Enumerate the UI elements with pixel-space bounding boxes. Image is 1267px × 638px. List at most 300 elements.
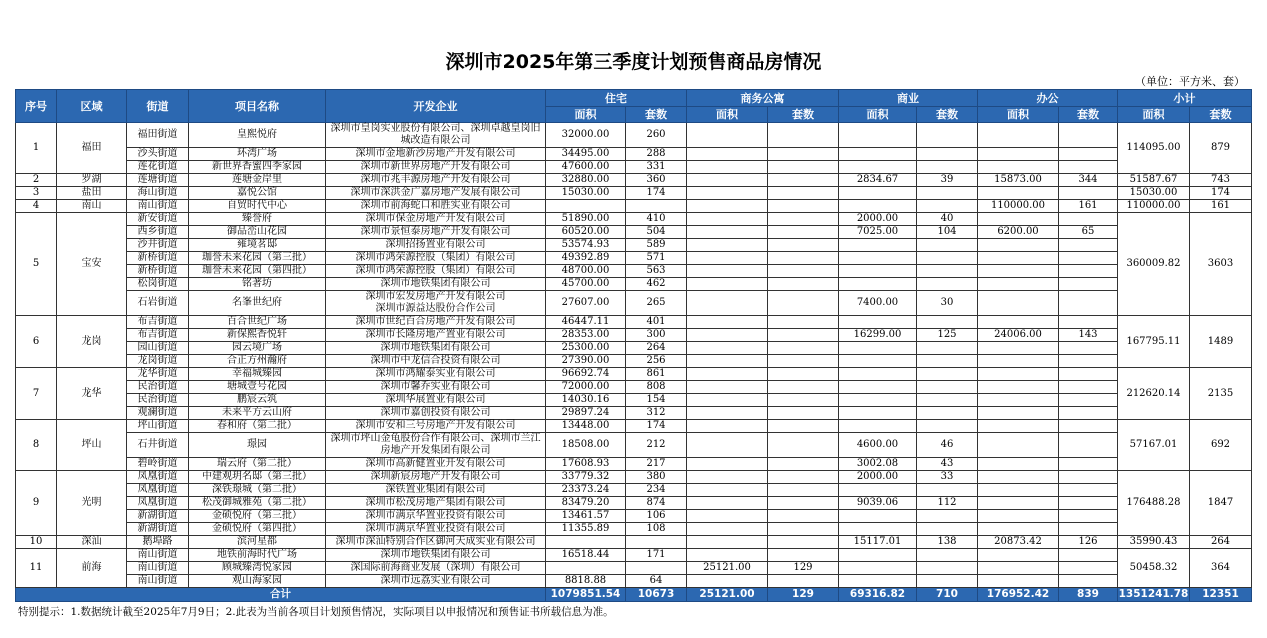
apartment-units-cell <box>768 484 839 497</box>
residential-area-cell <box>546 200 626 213</box>
street-cell: 龙岗街道 <box>127 355 189 368</box>
apartment-units-cell <box>768 161 839 174</box>
district-cell: 坪山 <box>57 420 127 471</box>
commercial-units-cell: 40 <box>917 213 978 226</box>
project-name-cell: 嘉悦公馆 <box>189 187 326 200</box>
commercial-area-cell <box>839 381 917 394</box>
project-name-cell: 幸福城臻园 <box>189 368 326 381</box>
apartment-units-cell <box>768 252 839 265</box>
apartment-units-cell <box>768 497 839 510</box>
developer-cell: 深圳市鸿荣源控股（集团）有限公司 <box>326 265 546 278</box>
table-row <box>16 226 1252 239</box>
residential-area-cell: 25300.00 <box>546 342 626 355</box>
apartment-units-cell <box>768 278 839 291</box>
table-row <box>16 187 1252 200</box>
header-group-commercial: 商业 <box>839 90 978 107</box>
developer-cell: 深圳华展置业有限公司 <box>326 394 546 407</box>
commercial-area-cell <box>839 484 917 497</box>
residential-units-cell <box>626 200 687 213</box>
residential-units-cell: 288 <box>626 148 687 161</box>
apartment-area-cell <box>687 252 768 265</box>
page-title: 深圳市2025年第三季度计划预售商品房情况 <box>445 51 822 73</box>
office-units-cell <box>1059 381 1118 394</box>
residential-units-cell: 154 <box>626 394 687 407</box>
district-cell: 盐田 <box>57 187 127 200</box>
office-units-cell <box>1059 420 1118 433</box>
residential-units-cell: 504 <box>626 226 687 239</box>
office-area-cell <box>978 510 1059 523</box>
project-name-cell: 观山海家园 <box>189 575 326 588</box>
table-row <box>16 316 1252 329</box>
table-row <box>16 420 1252 433</box>
street-cell: 观澜街道 <box>127 407 189 420</box>
commercial-area-cell <box>839 420 917 433</box>
district-cell: 南山 <box>57 200 127 213</box>
apartment-area-cell <box>687 549 768 562</box>
header-group-apartment: 商务公寓 <box>687 90 839 107</box>
commercial-area-cell: 15117.01 <box>839 536 917 549</box>
apartment-area-cell: 25121.00 <box>687 562 768 575</box>
subtotal-area-cell: 50458.32 <box>1118 549 1190 588</box>
seq-cell: 8 <box>16 420 57 471</box>
commercial-area-cell <box>839 355 917 368</box>
total-row <box>16 588 1252 602</box>
residential-units-cell: 234 <box>626 484 687 497</box>
table-row <box>16 497 1252 510</box>
header-residential-area: 面积 <box>546 107 626 123</box>
office-units-cell <box>1059 265 1118 278</box>
table-row <box>16 123 1252 148</box>
residential-units-cell <box>626 536 687 549</box>
street-cell: 碧岭街道 <box>127 458 189 471</box>
office-area-cell <box>978 265 1059 278</box>
apartment-area-cell <box>687 161 768 174</box>
project-name-cell: 新世界香蜜四季家园 <box>189 161 326 174</box>
residential-area-cell: 34495.00 <box>546 148 626 161</box>
project-name-cell: 新保熙香悦轩 <box>189 329 326 342</box>
office-units-cell <box>1059 510 1118 523</box>
table-row <box>16 458 1252 471</box>
district-cell: 龙岗 <box>57 316 127 368</box>
header-apartment-area: 面积 <box>687 107 768 123</box>
office-units-cell <box>1059 368 1118 381</box>
office-area-cell <box>978 497 1059 510</box>
commercial-units-cell <box>917 420 978 433</box>
apartment-units-cell <box>768 213 839 226</box>
header-seq: 序号 <box>16 90 57 123</box>
project-name-cell: 鹏宸云筑 <box>189 394 326 407</box>
commercial-area-cell: 2000.00 <box>839 471 917 484</box>
district-cell: 龙华 <box>57 368 127 420</box>
residential-units-cell: 264 <box>626 342 687 355</box>
subtotal-units-cell: 2135 <box>1190 368 1252 420</box>
subtotal-units-cell: 364 <box>1190 549 1252 588</box>
apartment-area-cell <box>687 536 768 549</box>
street-cell: 新安街道 <box>127 213 189 226</box>
commercial-units-cell: 33 <box>917 471 978 484</box>
commercial-area-cell <box>839 342 917 355</box>
commercial-area-cell: 3002.08 <box>839 458 917 471</box>
office-units-cell <box>1059 123 1118 148</box>
commercial-units-cell <box>917 484 978 497</box>
project-name-cell: 璟园 <box>189 433 326 458</box>
commercial-area-cell <box>839 200 917 213</box>
street-cell: 凤凰街道 <box>127 471 189 484</box>
table-header <box>16 90 1252 123</box>
street-cell: 民治街道 <box>127 381 189 394</box>
table-row <box>16 278 1252 291</box>
street-cell: 南山街道 <box>127 562 189 575</box>
residential-units-cell: 171 <box>626 549 687 562</box>
apartment-units-cell <box>768 226 839 239</box>
district-cell: 光明 <box>57 471 127 536</box>
street-cell: 鹅埠路 <box>127 536 189 549</box>
project-name-cell: 金硕悦府（第四批） <box>189 523 326 536</box>
residential-units-cell: 874 <box>626 497 687 510</box>
commercial-units-cell <box>917 252 978 265</box>
office-units-cell <box>1059 497 1118 510</box>
commercial-units-cell <box>917 148 978 161</box>
table-row <box>16 161 1252 174</box>
residential-area-cell: 11355.89 <box>546 523 626 536</box>
seq-cell: 10 <box>16 536 57 549</box>
header-project-name: 项目名称 <box>189 90 326 123</box>
office-area-cell: 15873.00 <box>978 174 1059 187</box>
street-cell: 新湖街道 <box>127 510 189 523</box>
residential-units-cell: 571 <box>626 252 687 265</box>
commercial-area-cell <box>839 407 917 420</box>
total-label: 合计 <box>16 588 546 602</box>
commercial-area-cell <box>839 510 917 523</box>
commercial-units-cell <box>917 368 978 381</box>
residential-units-cell: 360 <box>626 174 687 187</box>
residential-units-cell: 260 <box>626 123 687 148</box>
apartment-area-cell <box>687 148 768 161</box>
apartment-area-cell <box>687 471 768 484</box>
street-cell: 石岩街道 <box>127 291 189 316</box>
seq-cell: 5 <box>16 213 57 316</box>
residential-units-cell: 64 <box>626 575 687 588</box>
commercial-units-cell <box>917 407 978 420</box>
table-row <box>16 265 1252 278</box>
header-residential-units: 套数 <box>626 107 687 123</box>
apartment-area-cell <box>687 407 768 420</box>
office-area-cell <box>978 213 1059 226</box>
office-units-cell <box>1059 187 1118 200</box>
apartment-units-cell <box>768 265 839 278</box>
subtotal-area-cell: 176488.28 <box>1118 471 1190 536</box>
table-row <box>16 174 1252 187</box>
developer-cell: 深圳新宸房地产开发有限公司 <box>326 471 546 484</box>
office-area-cell <box>978 368 1059 381</box>
unit-label: （单位：平方米、套） <box>1135 75 1245 88</box>
seq-cell: 2 <box>16 174 57 187</box>
apartment-units-cell <box>768 407 839 420</box>
commercial-units-cell <box>917 278 978 291</box>
seq-cell: 6 <box>16 316 57 368</box>
office-units-cell <box>1059 562 1118 575</box>
commercial-units-cell <box>917 510 978 523</box>
header-street: 街道 <box>127 90 189 123</box>
street-cell: 福田街道 <box>127 123 189 148</box>
district-cell: 福田 <box>57 123 127 174</box>
office-area-cell <box>978 148 1059 161</box>
apartment-units-cell <box>768 433 839 458</box>
office-area-cell <box>978 575 1059 588</box>
developer-name: 深圳市宏发房地产开发有限公司 <box>365 291 506 302</box>
residential-units-cell: 265 <box>626 291 687 316</box>
table-row <box>16 213 1252 226</box>
residential-area-cell: 28353.00 <box>546 329 626 342</box>
residential-area-cell: 17608.93 <box>546 458 626 471</box>
table-row <box>16 575 1252 588</box>
residential-area-cell: 48700.00 <box>546 265 626 278</box>
street-cell: 龙华街道 <box>127 368 189 381</box>
developer-cell: 深圳市保金房地产开发有限公司 <box>326 213 546 226</box>
apartment-area-cell <box>687 523 768 536</box>
header-commercial-area: 面积 <box>839 107 917 123</box>
apartment-units-cell <box>768 174 839 187</box>
commercial-units-cell: 30 <box>917 291 978 316</box>
project-name-cell: 深铁璟城（第二批） <box>189 484 326 497</box>
commercial-units-cell <box>917 239 978 252</box>
residential-area-cell: 32880.00 <box>546 174 626 187</box>
apartment-area-cell <box>687 368 768 381</box>
subtotal-units-cell: 743 <box>1190 174 1252 187</box>
office-units-cell <box>1059 342 1118 355</box>
apartment-units-cell: 129 <box>768 562 839 575</box>
residential-area-cell: 14030.16 <box>546 394 626 407</box>
street-cell: 民治街道 <box>127 394 189 407</box>
table-row <box>16 329 1252 342</box>
commercial-area-cell: 7400.00 <box>839 291 917 316</box>
office-units-cell <box>1059 148 1118 161</box>
developer-cell: 深圳市世纪百合房地产开发有限公司 <box>326 316 546 329</box>
residential-area-cell: 83479.20 <box>546 497 626 510</box>
commercial-units-cell <box>917 316 978 329</box>
apartment-area-cell <box>687 381 768 394</box>
total-commercial-area: 69316.82 <box>839 588 917 602</box>
apartment-units-cell <box>768 471 839 484</box>
office-area-cell <box>978 239 1059 252</box>
commercial-area-cell <box>839 123 917 148</box>
developer-cell: 深圳市中龙信合投资有限公司 <box>326 355 546 368</box>
developer-cell: 深圳市鸿荣源控股（集团）有限公司 <box>326 252 546 265</box>
residential-units-cell: 106 <box>626 510 687 523</box>
apartment-units-cell <box>768 458 839 471</box>
project-name-cell: 御品峦山花园 <box>189 226 326 239</box>
residential-area-cell: 23373.24 <box>546 484 626 497</box>
apartment-units-cell <box>768 381 839 394</box>
commercial-units-cell: 43 <box>917 458 978 471</box>
project-name-cell: 珈誉未来花园（第三批） <box>189 252 326 265</box>
apartment-units-cell <box>768 510 839 523</box>
residential-area-cell: 27390.00 <box>546 355 626 368</box>
project-name-cell: 莲塘金岸里 <box>189 174 326 187</box>
commercial-units-cell <box>917 123 978 148</box>
apartment-area-cell <box>687 355 768 368</box>
table-row <box>16 291 1252 316</box>
subtotal-units-cell: 161 <box>1190 200 1252 213</box>
residential-area-cell: 60520.00 <box>546 226 626 239</box>
header-subtotal-area: 面积 <box>1118 107 1190 123</box>
table-row <box>16 510 1252 523</box>
header-district: 区域 <box>57 90 127 123</box>
commercial-area-cell: 2000.00 <box>839 213 917 226</box>
office-units-cell: 126 <box>1059 536 1118 549</box>
seq-cell: 11 <box>16 549 57 588</box>
apartment-area-cell <box>687 420 768 433</box>
residential-units-cell: 108 <box>626 523 687 536</box>
apartment-units-cell <box>768 291 839 316</box>
developer-cell: 深圳市地铁集团有限公司 <box>326 278 546 291</box>
apartment-area-cell <box>687 510 768 523</box>
project-name-cell: 珈誉未来花园（第四批） <box>189 265 326 278</box>
apartment-area-cell <box>687 291 768 316</box>
table-row <box>16 523 1252 536</box>
street-cell: 石井街道 <box>127 433 189 458</box>
developer-cell: 深圳市景恒泰房地产开发有限公司 <box>326 226 546 239</box>
apartment-units-cell <box>768 342 839 355</box>
commercial-units-cell <box>917 265 978 278</box>
commercial-area-cell <box>839 575 917 588</box>
street-cell: 松岗街道 <box>127 278 189 291</box>
project-name-cell: 园云境广场 <box>189 342 326 355</box>
seq-cell: 3 <box>16 187 57 200</box>
commercial-area-cell <box>839 252 917 265</box>
table-row <box>16 562 1252 575</box>
commercial-units-cell <box>917 523 978 536</box>
residential-units-cell: 331 <box>626 161 687 174</box>
table-row <box>16 252 1252 265</box>
subtotal-area-cell: 57167.01 <box>1118 420 1190 471</box>
residential-area-cell: 46447.11 <box>546 316 626 329</box>
residential-area-cell: 47600.00 <box>546 161 626 174</box>
office-area-cell <box>978 278 1059 291</box>
commercial-area-cell: 2834.67 <box>839 174 917 187</box>
street-cell: 海山街道 <box>127 187 189 200</box>
office-units-cell <box>1059 575 1118 588</box>
street-cell: 南山街道 <box>127 200 189 213</box>
commercial-area-cell <box>839 523 917 536</box>
project-name-cell: 未来平方云山府 <box>189 407 326 420</box>
office-units-cell <box>1059 161 1118 174</box>
residential-units-cell: 589 <box>626 239 687 252</box>
residential-units-cell: 410 <box>626 213 687 226</box>
commercial-area-cell <box>839 265 917 278</box>
commercial-area-cell: 16299.00 <box>839 329 917 342</box>
apartment-area-cell <box>687 329 768 342</box>
project-name-cell: 地铁前海时代广场 <box>189 549 326 562</box>
office-area-cell <box>978 161 1059 174</box>
apartment-area-cell <box>687 497 768 510</box>
total-office-units: 839 <box>1059 588 1118 602</box>
residential-units-cell: 401 <box>626 316 687 329</box>
developer-cell: 深圳招扬置业有限公司 <box>326 239 546 252</box>
seq-cell: 1 <box>16 123 57 174</box>
residential-units-cell: 217 <box>626 458 687 471</box>
commercial-units-cell: 125 <box>917 329 978 342</box>
project-name-cell: 塘城壹号花园 <box>189 381 326 394</box>
commercial-area-cell: 9039.06 <box>839 497 917 510</box>
residential-units-cell <box>626 562 687 575</box>
apartment-area-cell <box>687 316 768 329</box>
office-units-cell <box>1059 471 1118 484</box>
residential-units-cell: 256 <box>626 355 687 368</box>
total-residential-units: 10673 <box>626 588 687 602</box>
subtotal-area-cell: 360009.82 <box>1118 213 1190 316</box>
office-units-cell <box>1059 291 1118 316</box>
apartment-area-cell <box>687 342 768 355</box>
office-units-cell <box>1059 523 1118 536</box>
developer-cell: 深圳市嘉创投资有限公司 <box>326 407 546 420</box>
residential-area-cell: 32000.00 <box>546 123 626 148</box>
street-cell: 南山街道 <box>127 549 189 562</box>
commercial-units-cell <box>917 355 978 368</box>
footnote: 特别提示：1.数据统计截至2025年7月9日；2.此表为当前各项目计划预售情况，实际项目以申报情况和预售证书所载信息为准。 <box>18 606 614 618</box>
street-cell: 新湖街道 <box>127 523 189 536</box>
table-row <box>16 484 1252 497</box>
apartment-area-cell <box>687 200 768 213</box>
office-area-cell: 110000.00 <box>978 200 1059 213</box>
residential-units-cell: 462 <box>626 278 687 291</box>
office-area-cell <box>978 187 1059 200</box>
developer-cell: 深圳市松茂房地产集团有限公司 <box>326 497 546 510</box>
project-name-cell: 名峯世纪府 <box>189 291 326 316</box>
table-row <box>16 549 1252 562</box>
residential-area-cell: 33779.32 <box>546 471 626 484</box>
residential-units-cell: 563 <box>626 265 687 278</box>
developer-cell: 深圳市新世界房地产开发有限公司 <box>326 161 546 174</box>
office-units-cell: 65 <box>1059 226 1118 239</box>
table-footer <box>16 588 1252 602</box>
apartment-area-cell <box>687 187 768 200</box>
project-name-cell: 雍境茗邸 <box>189 239 326 252</box>
apartment-area-cell <box>687 123 768 148</box>
table-row <box>16 368 1252 381</box>
street-cell: 西乡街道 <box>127 226 189 239</box>
apartment-area-cell <box>687 575 768 588</box>
subtotal-area-cell: 167795.11 <box>1118 316 1190 368</box>
total-apartment-area: 25121.00 <box>687 588 768 602</box>
street-cell: 园山街道 <box>127 342 189 355</box>
office-area-cell <box>978 458 1059 471</box>
apartment-units-cell <box>768 575 839 588</box>
apartment-area-cell <box>687 458 768 471</box>
project-name-cell: 金硕悦府（第三批） <box>189 510 326 523</box>
commercial-units-cell <box>917 381 978 394</box>
header-office-units: 套数 <box>1059 107 1118 123</box>
project-name-cell: 环湾广场 <box>189 148 326 161</box>
table-row <box>16 239 1252 252</box>
residential-units-cell: 174 <box>626 187 687 200</box>
office-area-cell <box>978 381 1059 394</box>
developer-cell: 深圳市满京华置业投资有限公司 <box>326 523 546 536</box>
commercial-units-cell <box>917 575 978 588</box>
table-row <box>16 200 1252 213</box>
office-area-cell <box>978 549 1059 562</box>
apartment-area-cell <box>687 484 768 497</box>
office-units-cell <box>1059 213 1118 226</box>
project-name-cell: 臻誉府 <box>189 213 326 226</box>
commercial-area-cell <box>839 278 917 291</box>
residential-units-cell: 212 <box>626 433 687 458</box>
office-area-cell <box>978 123 1059 148</box>
subtotal-area-cell: 114095.00 <box>1118 123 1190 174</box>
apartment-units-cell <box>768 394 839 407</box>
residential-area-cell <box>546 536 626 549</box>
apartment-area-cell <box>687 174 768 187</box>
